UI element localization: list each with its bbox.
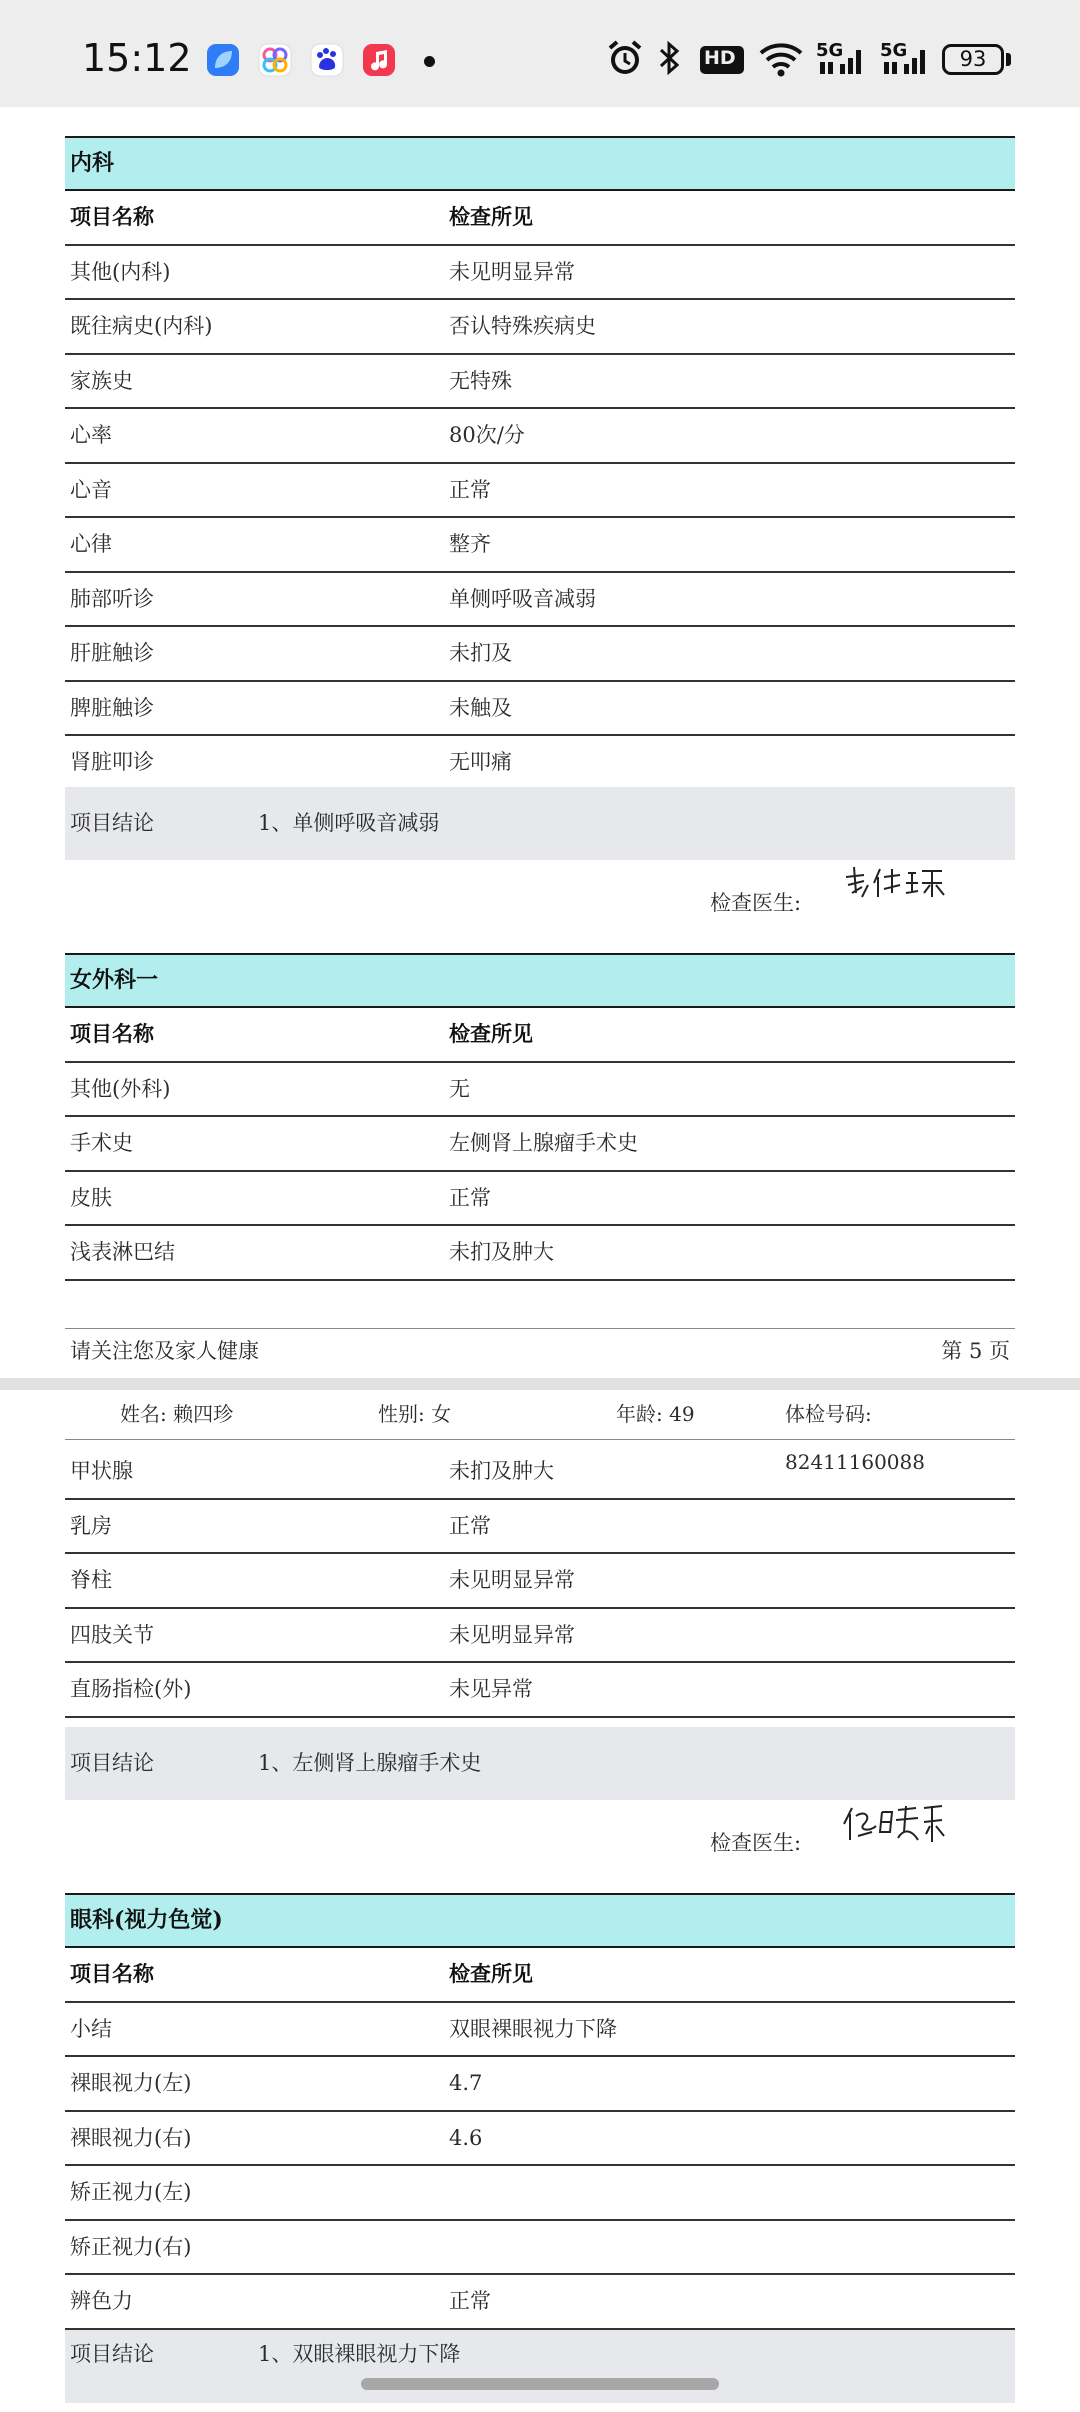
row-finding: 未触及 bbox=[449, 695, 512, 720]
conclusion-label: 项目结论 bbox=[70, 811, 154, 835]
conclusion-row-surgery bbox=[65, 1727, 1015, 1800]
row-finding: 未见明显异常 bbox=[449, 1622, 575, 1647]
report-page-5[interactable] bbox=[0, 107, 1080, 1378]
doctor-signature-1 bbox=[842, 863, 947, 903]
bluetooth-icon bbox=[655, 38, 683, 78]
row-item-name: 矫正视力(右) bbox=[70, 2234, 192, 2259]
row-finding: 正常 bbox=[449, 1513, 491, 1538]
row-item-name: 乳房 bbox=[70, 1513, 112, 1538]
page-number: 第 5 页 bbox=[941, 1339, 1010, 1363]
row-finding: 正常 bbox=[449, 1185, 491, 1210]
row-item-name: 既往病史(内科) bbox=[70, 314, 213, 338]
patient-age: 年龄: 49 bbox=[616, 1402, 695, 1426]
page-separator bbox=[0, 1378, 1080, 1390]
section-header-eye: 眼科(视力色觉) bbox=[65, 1893, 1015, 1948]
conclusion-text: 1、左侧肾上腺瘤手术史 bbox=[258, 1751, 482, 1775]
conclusion-text: 1、单侧呼吸音减弱 bbox=[258, 811, 440, 835]
row-item-name: 皮肤 bbox=[70, 1185, 112, 1210]
section-header-internal: 内科 bbox=[65, 136, 1015, 191]
row-item-name: 家族史 bbox=[70, 368, 133, 393]
col-header-finding: 检查所见 bbox=[449, 1021, 533, 1046]
status-time: 15:12 bbox=[82, 36, 192, 80]
row-finding: 4.7 bbox=[449, 2071, 483, 2095]
col-header-item: 项目名称 bbox=[70, 1961, 154, 1986]
row-item-name: 浅表淋巴结 bbox=[70, 1240, 175, 1264]
col-header-finding: 检查所见 bbox=[449, 204, 533, 229]
conclusion-text: 1、双眼裸眼视力下降 bbox=[258, 2342, 461, 2366]
row-finding: 未见明显异常 bbox=[449, 1568, 575, 1592]
table-header bbox=[65, 191, 1015, 246]
wifi-icon bbox=[758, 38, 804, 78]
row-item-name: 脊柱 bbox=[70, 1568, 112, 1592]
table-row bbox=[65, 736, 1015, 791]
row-finding: 无 bbox=[449, 1076, 470, 1101]
table-row bbox=[65, 300, 1015, 355]
table-row bbox=[65, 409, 1015, 464]
table-row bbox=[65, 627, 1015, 682]
table-row bbox=[65, 355, 1015, 410]
music-icon bbox=[361, 42, 397, 78]
table-row bbox=[65, 2003, 1015, 2058]
table-row bbox=[65, 1063, 1015, 1118]
baidu-icon bbox=[309, 42, 345, 78]
table-header bbox=[65, 1948, 1015, 2003]
table-row bbox=[65, 1117, 1015, 1172]
table-header bbox=[65, 1008, 1015, 1063]
footer-note: 请关注您及家人健康 bbox=[70, 1339, 259, 1363]
row-item-name: 其他(内科) bbox=[70, 259, 171, 284]
row-item-name: 辨色力 bbox=[70, 2289, 133, 2313]
alarm-icon bbox=[606, 38, 644, 78]
row-item-name: 肾脏叩诊 bbox=[70, 750, 154, 774]
conclusion-row-eye bbox=[65, 2330, 1015, 2403]
table-row bbox=[65, 464, 1015, 519]
row-finding: 正常 bbox=[449, 477, 491, 502]
footer-divider bbox=[65, 1328, 1015, 1329]
exam-number: 体检号码: 82411160088 bbox=[785, 1402, 925, 1474]
table-row bbox=[65, 2275, 1015, 2330]
table-row bbox=[65, 2221, 1015, 2276]
signal-bars-icon bbox=[816, 38, 866, 78]
row-finding: 4.6 bbox=[449, 2125, 483, 2150]
app-colorful-icon bbox=[257, 42, 293, 78]
home-indicator[interactable] bbox=[361, 2378, 719, 2390]
patient-name: 姓名: 赖四珍 bbox=[120, 1402, 234, 1426]
app-blue-leaf-icon bbox=[205, 42, 241, 78]
conclusion-row-internal bbox=[65, 787, 1015, 860]
row-item-name: 肝脏触诊 bbox=[70, 641, 154, 665]
battery-nub bbox=[1006, 53, 1011, 66]
row-finding: 正常 bbox=[449, 2289, 491, 2313]
notification-dot bbox=[424, 56, 435, 67]
row-item-name: 脾脏触诊 bbox=[70, 695, 154, 720]
conclusion-label: 项目结论 bbox=[70, 1751, 154, 1775]
status-bar: 15:12 HD 5G 5G 93 bbox=[0, 0, 1080, 107]
row-item-name: 四肢关节 bbox=[70, 1622, 154, 1647]
row-item-name: 直肠指检(外) bbox=[70, 1677, 192, 1701]
table-row bbox=[65, 573, 1015, 628]
row-finding: 未扪及肿大 bbox=[449, 1240, 554, 1264]
col-header-item: 项目名称 bbox=[70, 1021, 154, 1046]
conclusion-label: 项目结论 bbox=[70, 2342, 154, 2366]
hd-badge-icon: HD bbox=[700, 46, 744, 74]
row-item-name: 心律 bbox=[70, 532, 112, 556]
table-row bbox=[65, 1445, 1015, 1500]
row-finding: 未扪及肿大 bbox=[449, 1459, 554, 1483]
table-row bbox=[65, 1172, 1015, 1227]
table-row bbox=[65, 2057, 1015, 2112]
table-row bbox=[65, 1554, 1015, 1609]
row-item-name: 其他(外科) bbox=[70, 1076, 171, 1101]
table-row bbox=[65, 1500, 1015, 1555]
row-finding: 整齐 bbox=[449, 532, 491, 556]
col-header-finding: 检查所见 bbox=[449, 1961, 533, 1986]
row-finding: 无特殊 bbox=[449, 368, 512, 393]
row-finding: 否认特殊疾病史 bbox=[449, 314, 596, 338]
patient-gender: 性别: 女 bbox=[378, 1402, 452, 1426]
row-item-name: 心率 bbox=[70, 423, 112, 447]
section-header-surgery: 女外科一 bbox=[65, 953, 1015, 1008]
table-row bbox=[65, 246, 1015, 301]
row-item-name: 手术史 bbox=[70, 1131, 133, 1155]
row-finding: 未扪及 bbox=[449, 641, 512, 665]
row-finding: 左侧肾上腺瘤手术史 bbox=[449, 1131, 638, 1155]
row-item-name: 小结 bbox=[70, 2016, 112, 2041]
doctor-label: 检查医生: bbox=[710, 1831, 802, 1855]
table-row bbox=[65, 682, 1015, 737]
row-item-name: 裸眼视力(右) bbox=[70, 2125, 192, 2150]
table-row bbox=[65, 1663, 1015, 1718]
row-item-name: 裸眼视力(左) bbox=[70, 2071, 192, 2095]
row-item-name: 心音 bbox=[70, 477, 112, 502]
row-finding: 未见异常 bbox=[449, 1677, 533, 1701]
row-item-name: 肺部听诊 bbox=[70, 586, 154, 611]
row-finding: 单侧呼吸音减弱 bbox=[449, 586, 596, 611]
table-row bbox=[65, 2166, 1015, 2221]
row-finding: 双眼裸眼视力下降 bbox=[449, 2016, 617, 2041]
row-finding: 无叩痛 bbox=[449, 750, 512, 774]
report-page-6[interactable] bbox=[0, 1390, 1080, 2412]
row-item-name: 矫正视力(左) bbox=[70, 2180, 192, 2204]
doctor-label: 检查医生: bbox=[710, 891, 802, 915]
table-row bbox=[65, 1226, 1015, 1281]
doctor-signature-2 bbox=[842, 1802, 947, 1846]
table-row bbox=[65, 1609, 1015, 1664]
battery-indicator: 93 bbox=[942, 44, 1004, 75]
signal-bars-icon bbox=[880, 38, 930, 78]
table-row bbox=[65, 518, 1015, 573]
row-finding: 未见明显异常 bbox=[449, 259, 575, 284]
row-item-name: 甲状腺 bbox=[70, 1459, 133, 1483]
row-finding: 80次/分 bbox=[449, 423, 525, 447]
table-row bbox=[65, 2112, 1015, 2167]
col-header-item: 项目名称 bbox=[70, 204, 154, 229]
